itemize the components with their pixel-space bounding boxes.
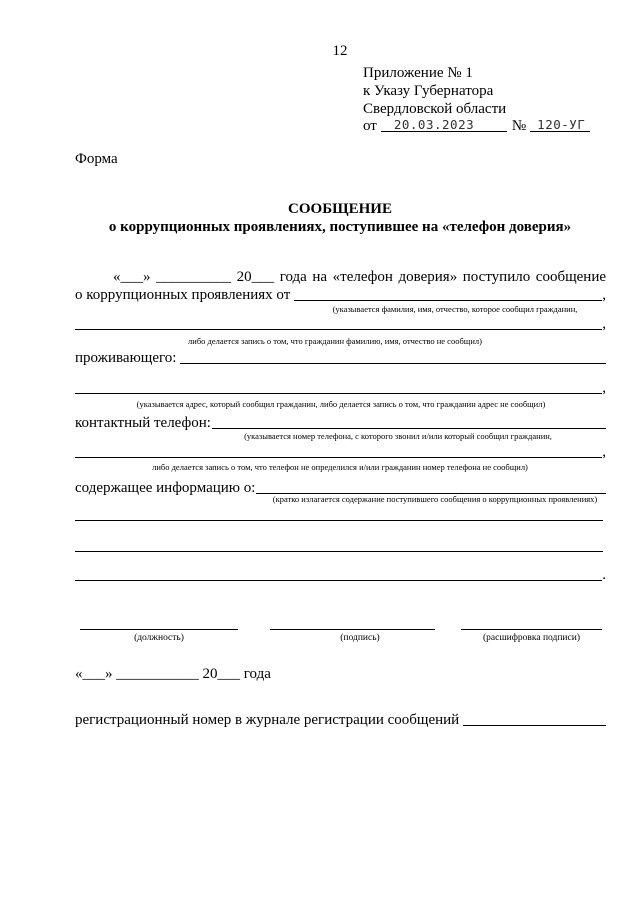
- content-blank-3: [75, 551, 603, 552]
- caller-row: [75, 287, 606, 304]
- content-label: содержащее информацию о:: [75, 480, 256, 496]
- caller-row-2: [75, 316, 606, 333]
- decree-number: 120-УГ: [537, 117, 586, 132]
- decoding-signature-line: [461, 629, 602, 630]
- appendix-line-2: к Указу Губернатора: [363, 83, 494, 99]
- registration-label: регистрационный номер в журнале регистрации сообщений: [75, 712, 460, 728]
- address-row: [75, 350, 606, 367]
- caller-hint-1: (указывается фамилия, имя, отчество, которое сообщил гражданин,: [332, 304, 578, 314]
- phone-row: [75, 415, 606, 432]
- content-row-3: [75, 538, 603, 555]
- registration-row: [75, 712, 606, 729]
- decoding-caption: (расшифровка подписи): [483, 633, 580, 643]
- registration-blank: [463, 725, 606, 726]
- phone-blank: [212, 428, 606, 429]
- appendix-line-3: Свердловской области: [363, 101, 507, 117]
- caller-name-blank: [294, 300, 602, 301]
- caller-trail-2: ,: [602, 316, 606, 332]
- content-row-4: [75, 567, 606, 584]
- caller-label: о коррупционных проявлениях от: [75, 287, 291, 303]
- appendix-line-1: Приложение № 1: [363, 65, 473, 81]
- number-prefix: №: [511, 118, 527, 134]
- content-blank-2: [75, 520, 603, 521]
- phone-hint-1: (указывается номер телефона, с которого звонил и/или который сообщил гражданин,: [244, 431, 552, 441]
- form-label: Форма: [75, 151, 118, 167]
- document-subtitle: о коррупционных проявлениях, поступившее на «телефон доверия»: [108, 219, 572, 235]
- position-caption: (должность): [134, 633, 184, 643]
- content-blank-4: [75, 580, 602, 581]
- phone-row-2: [75, 444, 606, 461]
- phone-trail: ,: [602, 444, 606, 460]
- caller-hint-2: либо делается запись о том, что гражданин фамилию, имя, отчество не сообщил): [188, 336, 482, 346]
- position-signature-line: [80, 629, 238, 630]
- intro-line: «___» __________ 20___ года на «телефон доверия» поступило сообщение: [113, 269, 606, 285]
- address-blank: [180, 363, 606, 364]
- decree-date-field: [381, 117, 507, 132]
- phone-blank-2: [75, 457, 602, 458]
- decree-date: 20.03.2023: [393, 117, 475, 132]
- address-label: проживающего:: [75, 350, 177, 366]
- date-prefix: от: [363, 118, 377, 134]
- date-line: «___» ___________ 20___ года: [75, 666, 271, 682]
- document-title: СООБЩЕНИЕ: [288, 201, 392, 217]
- phone-hint-2: либо делается запись о том, что телефон не определился и/или гражданин номер телефона не сообщил): [152, 462, 528, 472]
- address-blank-2: [75, 393, 602, 394]
- address-row-2: [75, 380, 606, 397]
- signature-caption: (подпись): [340, 633, 380, 643]
- caller-name-blank-2: [75, 329, 602, 330]
- appendix-date-line: [363, 118, 590, 135]
- caller-trail: ,: [602, 287, 606, 303]
- address-trail: ,: [602, 380, 606, 396]
- decree-number-field: [530, 117, 590, 132]
- address-hint: (указывается адрес, который сообщил гражданин, либо делается запись о том, что гражданин адрес не сообщил): [136, 399, 546, 409]
- content-row-2: [75, 507, 603, 524]
- page-number: 12: [332, 43, 348, 59]
- content-hint: (кратко излагается содержание поступившего сообщения о коррупционных проявлениях): [272, 494, 598, 504]
- phone-label: контактный телефон:: [75, 415, 211, 431]
- content-trail: .: [602, 567, 606, 583]
- signature-line: [270, 629, 435, 630]
